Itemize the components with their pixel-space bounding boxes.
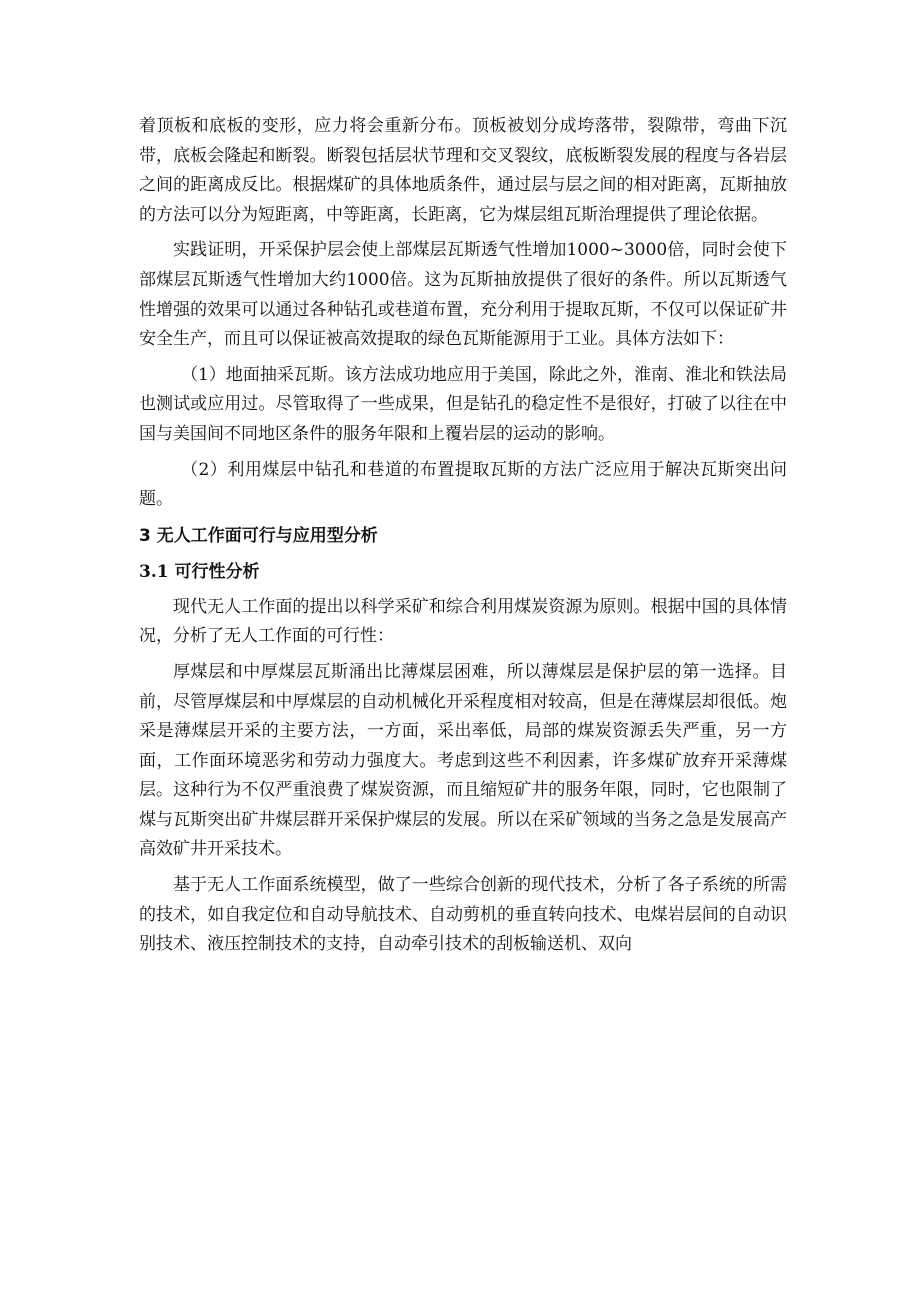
- paragraph-unmanned-face-principle: 现代无人工作面的提出以科学采矿和综合利用煤炭资源为原则。根据中国的具体情况，分析了无人工作面的可行性：: [139, 596, 787, 647]
- paragraph-roof-floor-deformation: 着顶板和底板的变形，应力将会重新分布。顶板被划分成垮落带，裂隙带，弯曲下沉带，底板会隆起和断裂。断裂包括层状节理和交叉裂纹，底板断裂发展的程度与各岩层之间的距离成反比。根据煤矿的具体地质条件，通过层与层之间的相对距离，瓦斯抽放的方法可以分为短距离，中等距离，长距离，它为煤层组瓦斯治理提供了理论依据。: [139, 116, 787, 225]
- paragraph-system-model-technologies: 基于无人工作面系统模型，做了一些综合创新的现代技术，分析了各子系统的所需的技术，如自我定位和自动导航技术、自动剪机的垂直转向技术、电煤岩层间的自动识别技术、液压控制技术的支持，自动牵引技术的刮板输送机、双向: [139, 875, 787, 955]
- document-page: [139, 112, 787, 960]
- list-item-borehole-roadway-extraction: （2）利用煤层中钻孔和巷道的布置提取瓦斯的方法广泛应用于解决瓦斯突出问题。: [139, 459, 787, 510]
- paragraph-thin-seam-analysis: 厚煤层和中厚煤层瓦斯涌出比薄煤层困难，所以薄煤层是保护层的第一选择。目前，尽管厚煤层和中厚煤层的自动机械化开采程度相对较高，但是在薄煤层却很低。炮采是薄煤层开采的主要方法，一方面，采出率低，局部的煤炭资源丢失严重，另一方面，工作面环境恶劣和劳动力强度大。考虑到这些不利因素，许多煤矿放弃开采薄煤层。这种行为不仅严重浪费了煤炭资源，而且缩短矿井的服务年限，同时，它也限制了煤与瓦斯突出矿井煤层群开采保护煤层的发展。所以在采矿领域的当务之急是发展高产高效矿井开采技术。: [139, 661, 787, 860]
- subsection-heading-3-1: 3.1 可行性分析: [139, 561, 260, 582]
- paragraph-protective-layer-practice: 实践证明，开采保护层会使上部煤层瓦斯透气性增加1000~3000倍，同时会使下部煤层瓦斯透气性增加大约1000倍。这为瓦斯抽放提供了很好的条件。所以瓦斯透气性增强的效果可以通过各种钻孔或巷道布置，充分利用于提取瓦斯，不仅可以保证矿井安全生产，而且可以保证被高效提取的绿色瓦斯能源用于工业。具体方法如下：: [139, 240, 787, 350]
- section-heading-3: 3 无人工作面可行与应用型分析: [139, 525, 378, 546]
- list-item-surface-gas-extraction: （1）地面抽采瓦斯。该方法成功地应用于美国，除此之外，淮南、淮北和铁法局也测试或应用过。尽管取得了一些成果，但是钻孔的稳定性不是很好，打破了以往在中国与美国间不同地区条件的服务年限和上覆岩层的运动的影响。: [139, 364, 787, 444]
